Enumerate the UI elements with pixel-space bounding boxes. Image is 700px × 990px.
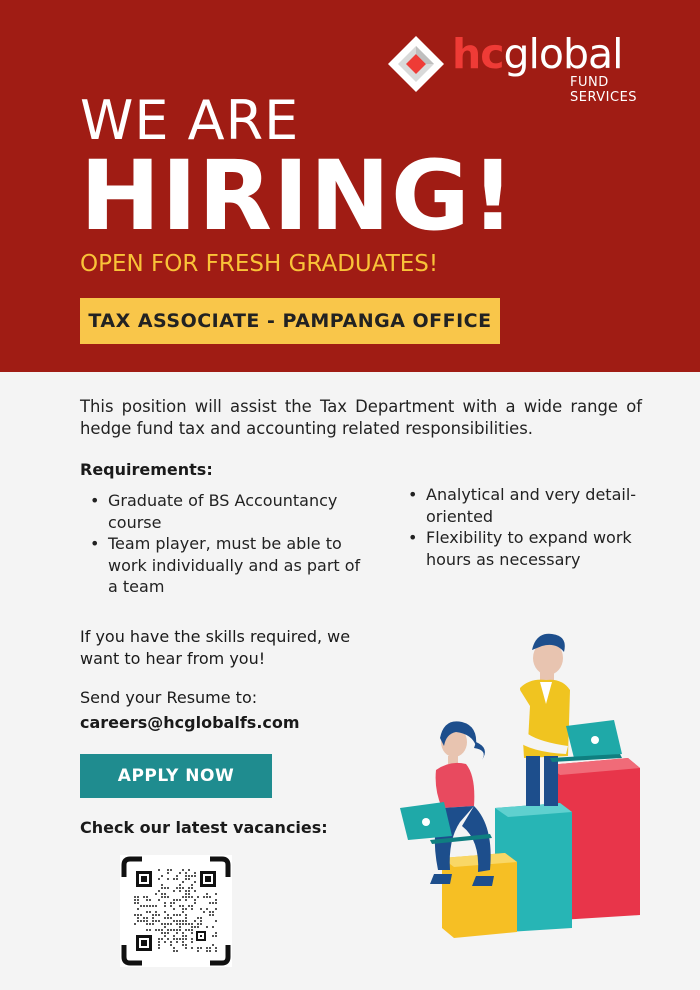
company-logo xyxy=(386,30,666,105)
header-banner xyxy=(0,0,700,372)
people-on-laptops-bar-chart-illustration xyxy=(390,630,650,940)
requirements-heading: Requirements: xyxy=(80,460,213,479)
requirement-item: • Graduate of BS Accountancy course xyxy=(80,490,370,533)
logo-subtitle: FUND SERVICES xyxy=(570,75,638,105)
diamond-logo-icon xyxy=(386,34,446,94)
logo-hc: hc xyxy=(452,30,504,78)
apply-now-button[interactable]: APPLY NOW xyxy=(80,754,272,798)
vacancies-label: Check our latest vacancies: xyxy=(80,818,328,837)
job-description: This position will assist the Tax Department with a wide range of hedge fund tax and accounting related responsibilities. xyxy=(80,397,642,438)
requirement-item: • Analytical and very detail-oriented xyxy=(398,484,668,527)
qr-code-icon[interactable] xyxy=(120,855,232,967)
position-title-badge: TAX ASSOCIATE - PAMPANGA OFFICE xyxy=(80,298,500,344)
fresh-graduates-subtitle: OPEN FOR FRESH GRADUATES! xyxy=(80,251,439,277)
headline-hiring: HIRING! xyxy=(80,140,516,252)
requirements-list-right xyxy=(398,484,668,570)
skills-callout: If you have the skills required, we want to hear from you! xyxy=(80,627,351,668)
careers-email-link[interactable]: careers@hcglobalfs.com xyxy=(80,713,300,732)
requirement-item: • Team player, must be able to work individually and as part of a team xyxy=(80,533,370,598)
requirements-list-left xyxy=(80,490,370,598)
logo-wordmark xyxy=(452,30,623,78)
requirement-item: • Flexibility to expand work hours as necessary xyxy=(398,527,668,570)
send-resume-label: Send your Resume to: xyxy=(80,688,258,707)
logo-global: global xyxy=(503,30,623,78)
headline-we-are: WE ARE xyxy=(80,89,300,152)
